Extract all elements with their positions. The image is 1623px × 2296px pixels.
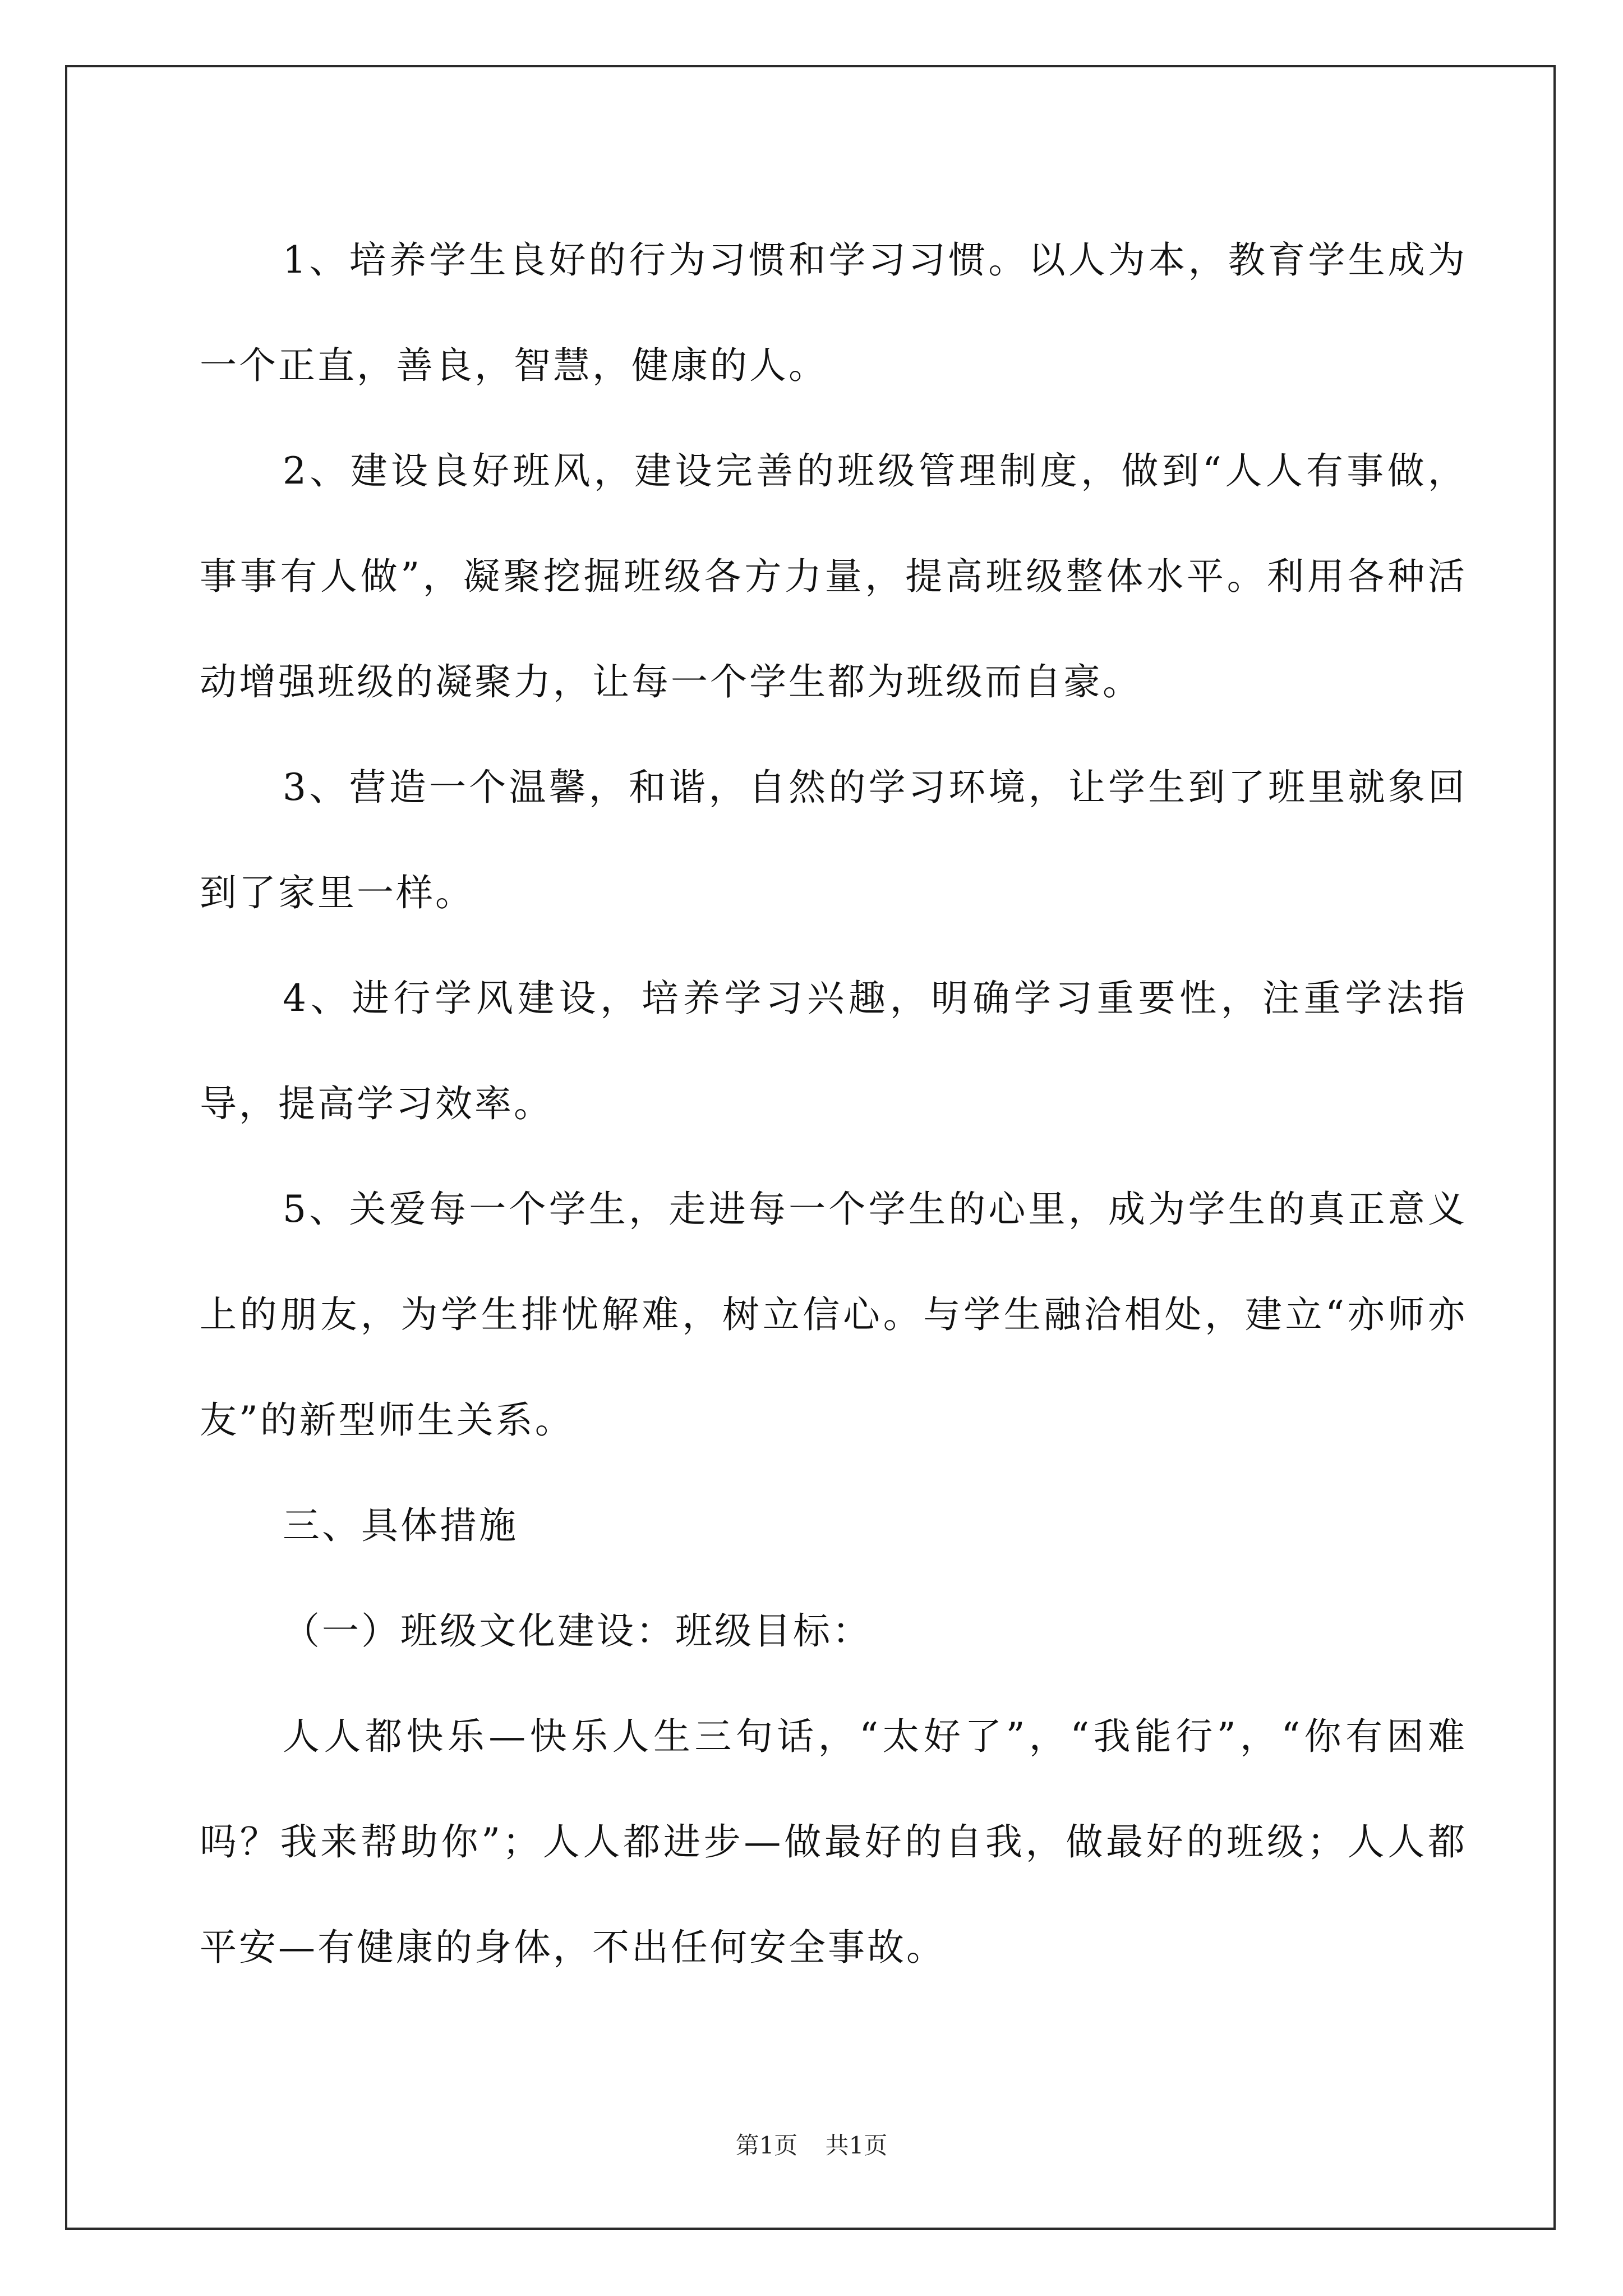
paragraph-goal-1: 1、培养学生良好的行为习惯和学习习惯。以人为本，教育学生成为一个正直，善良，智慧，健康的人。 [200, 238, 1467, 387]
section-heading-measures: 三、具体措施 [283, 1504, 518, 1547]
page-footer [0, 2129, 1623, 2162]
paragraph-goal-5: 5、关爱每一个学生，走进每一个学生的心里，成为学生的真正意义上的朋友，为学生排忧解难，树立信心。与学生融洽相处，建立“亦师亦友”的新型师生关系。 [200, 1188, 1467, 1442]
paragraph-goal-4: 4、进行学风建设，培养学习兴趣，明确学习重要性，注重学法指导，提高学习效率。 [200, 977, 1467, 1125]
document-body [200, 208, 1467, 2000]
page-number-current: 第1页 [735, 2132, 798, 2159]
paragraph-goal-2: 2、建设良好班风，建设完善的班级管理制度，做到“人人有事做，事事有人做”，凝聚挖掘班级各方力量，提高班级整体水平。利用各种活动增强班级的凝聚力，让每一个学生都为班级而自豪。 [200, 449, 1467, 703]
subsection-heading-class-culture: （一）班级文化建设：班级目标： [283, 1609, 872, 1653]
page-number-total: 共1页 [825, 2132, 888, 2159]
paragraph-goal-3: 3、营造一个温馨，和谐，自然的学习环境，让学生到了班里就象回到了家里一样。 [200, 766, 1467, 914]
paragraph-class-goals: 人人都快乐—快乐人生三句话，“太好了”，“我能行”，“你有困难吗？我来帮助你”；人人都进步—做最好的自我，做最好的班级；人人都平安—有健康的身体，不出任何安全事故。 [200, 1715, 1467, 1969]
